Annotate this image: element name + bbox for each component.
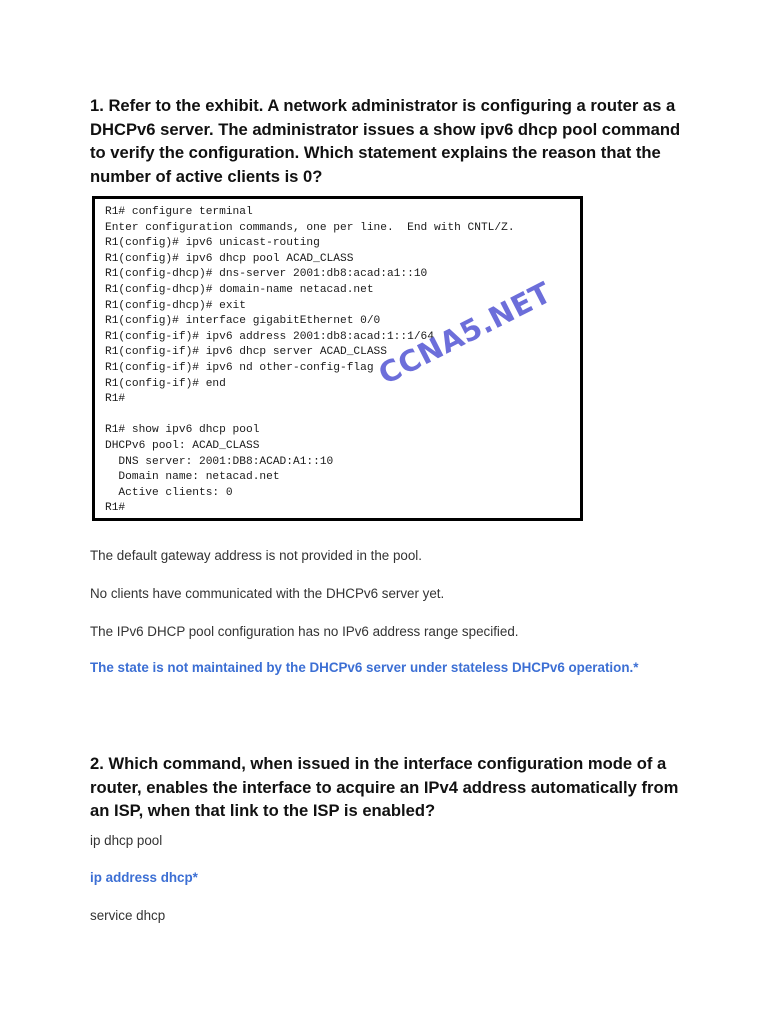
cli-line <box>105 408 515 424</box>
cli-line: R1(config)# ipv6 unicast-routing <box>105 237 320 250</box>
cli-line: R1(config-if)# ipv6 address 2001:db8:acad:1::1/64 <box>105 330 434 343</box>
cli-line: R1(config-dhcp)# domain-name netacad.net <box>105 283 374 296</box>
cli-line: R1# show ipv6 dhcp pool <box>105 424 260 437</box>
answer-option: The default gateway address is not provided in the pool. <box>90 548 423 563</box>
cli-line: R1(config-dhcp)# exit <box>105 299 246 312</box>
cli-line: R1(config)# ipv6 dhcp pool ACAD_CLASS <box>105 252 354 265</box>
question-2-text: 2. Which command, when issued in the interface configuration mode of a router, enables the interface to acquire an IPv4 address automatically from an ISP, when that link to the ISP is enabled? <box>90 754 679 820</box>
cli-line: DHCPv6 pool: ACAD_CLASS <box>105 439 260 452</box>
cli-line: R1# configure terminal <box>105 206 253 218</box>
answer-option: No clients have communicated with the DHCPv6 server yet. <box>90 586 445 601</box>
answer-option: service dhcp <box>90 908 166 923</box>
cli-line: R1(config-if)# ipv6 dhcp server ACAD_CLASS <box>105 346 387 359</box>
cli-line: DNS server: 2001:DB8:ACAD:A1::10 <box>105 455 334 468</box>
correct-answer-option: The state is not maintained by the DHCPv6 server under stateless DHCPv6 operation.* <box>90 660 639 675</box>
answer-option: ip dhcp pool <box>90 833 163 848</box>
answer-option: The IPv6 DHCP pool configuration has no IPv6 address range specified. <box>90 624 519 639</box>
cli-line: R1(config)# interface gigabitEthernet 0/0 <box>105 315 381 328</box>
question-1-text: 1. Refer to the exhibit. A network administrator is configuring a router as a DHCPv6 server. The administrator issues a show ipv6 dhcp pool command to verify the configuration. Which statement explains the reason that the number of active clients is 0? <box>90 96 681 186</box>
site-watermark: CCNA5.NET <box>373 275 557 392</box>
exhibit-screenshot <box>92 196 583 521</box>
correct-answer-option: ip address dhcp* <box>90 870 198 885</box>
cli-output <box>105 205 515 517</box>
cli-line: Active clients: 0 <box>105 486 233 499</box>
cli-line: R1(config-if)# end <box>105 377 226 390</box>
cli-line: R1# <box>105 502 126 515</box>
cli-line: Domain name: netacad.net <box>105 471 280 484</box>
cli-line: R1# <box>105 393 126 406</box>
cli-line: R1(config-dhcp)# dns-server 2001:db8:acad:a1::10 <box>105 268 428 281</box>
cli-line: Enter configuration commands, one per line. End with CNTL/Z. <box>105 221 515 234</box>
cli-line: R1(config-if)# ipv6 nd other-config-flag <box>105 361 374 374</box>
